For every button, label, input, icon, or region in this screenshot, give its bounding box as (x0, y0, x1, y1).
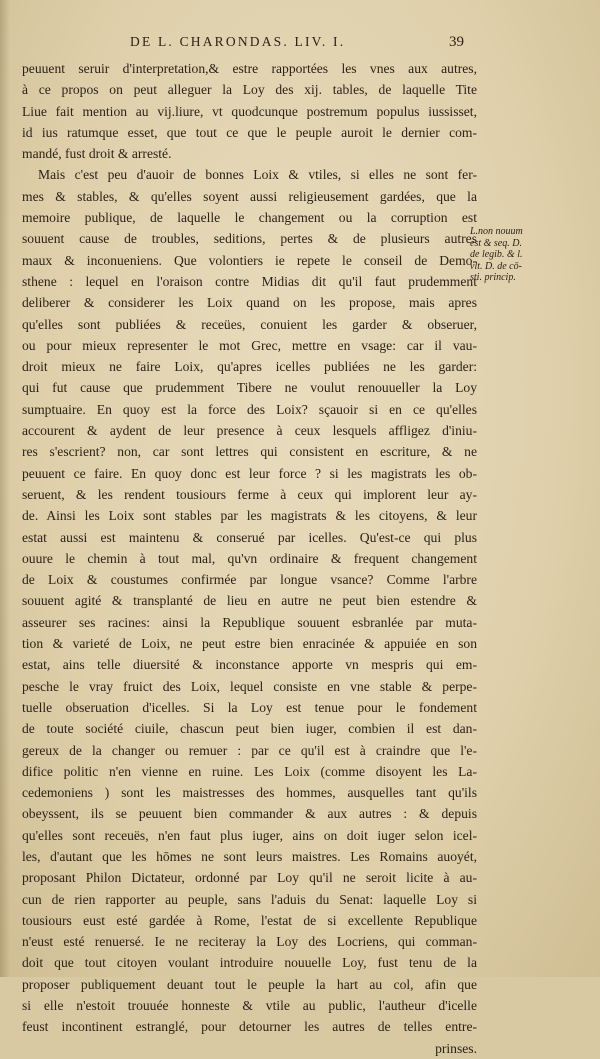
text-line: sumptuaire. En quoy est la force des Loix? sçauoir si en ce qu'elles (22, 401, 477, 417)
text-line: prinses. (435, 1040, 477, 1056)
text-line: peuuent ce faire. En quoy donc est leur force ? si les magistrats les ob- (22, 465, 477, 481)
text-line: tion & varieté de Loix, ne peut estre bien enracinée & appuiée en son (22, 636, 477, 652)
text-line: ou pour mieux representer le mot Grec, mettre en vsage: car il vau- (22, 337, 477, 353)
text-line: les, d'autant que les hōmes ne sont leurs maistres. Les Romains auoyét, (22, 848, 477, 864)
margin-note-line: L.non nouum (470, 226, 523, 237)
text-line: proposer publiquement deuant tout le peuple la hart au col, afin que (22, 976, 477, 992)
text-line: qui fut cause que prudemment Tibere ne voulut renouueller la Loy (22, 380, 477, 396)
text-line: accourent & aydent de leur presence à ceux lesquels affligez d'iniu- (22, 423, 477, 439)
text-line: souuent agité & transplanté de lieu en autre ne peut bien estendre & (22, 593, 477, 609)
text-line: Liue fait mention au vij.liure, vt quodcunque postremum populus iussisset, (22, 103, 477, 119)
margin-note-line: vlt. D. de cō- (470, 260, 522, 272)
text-line: Mais c'est peu d'auoir de bonnes Loix & vtiles, si elles ne sont fer- (38, 167, 477, 183)
text-line: sthene : lequel en l'oraison contre Midias dit qu'il faut prudemment (22, 273, 477, 289)
text-line: n'eust esté renuersé. Ie ne reciteray la Loy des Locriens, qui comman- (22, 934, 477, 950)
text-line: cedemoniens ) sont les maistresses des hommes, ausquelles tant qu'ils (22, 785, 477, 801)
text-line: si elle n'estoit trouuée honneste & vtile au public, l'autheur d'icelle (22, 998, 477, 1014)
text-line: deliberer & considerer les Loix quand on les propose, mais apres (22, 295, 477, 311)
text-line: maux & inconueniens. Que volontiers ie repete le conseil de Demo- (22, 252, 477, 268)
text-line: obeyssent, ils se peuuent bien commander & aux autres : & depuis (22, 806, 477, 822)
text-line: droit mieux ne faire Loix, qu'apres icelles publiées ne les garder: (22, 359, 477, 375)
text-line: mandé, fust droit & arresté. (22, 146, 172, 162)
text-line: de toute société ciuile, chascun peut bien iuger, combien il est dan- (22, 721, 477, 737)
margin-note-line: est & seq. D. (470, 237, 522, 249)
text-line: tousiours eust esté gardée à Rome, l'estat de si excellente Republique (22, 912, 477, 928)
text-line: qu'elles sont publiées & receües, conuient les garder & obseruer, (22, 316, 477, 332)
text-line: tuelle obseruation d'icelles. Si la Loy est tenue pour le fondement (22, 699, 477, 715)
text-line: cun de rien rapporter au peuple, sans l'aduis du Senat: laquelle Loy si (22, 891, 477, 907)
page-header (0, 34, 600, 54)
margin-note-line: sti. princip. (470, 272, 516, 283)
text-line: doit que tout citoyen voulant introduire nouuelle Loy, fust tenu de la (22, 955, 477, 971)
text-line: gereux de la changer ou remuer : par ce qu'il est à craindre que l'e- (22, 742, 477, 758)
text-line: estat aussi est maintenu & conserué par icelles. Qu'est-ce qui plus (22, 529, 477, 545)
text-line: memoire publique, de laquelle le changement ou la corruption est (22, 210, 477, 226)
margin-citation (470, 226, 580, 284)
text-line: id ius ratumque esset, que tout ce que le peuple auroit le dernier com- (22, 124, 477, 140)
text-line: estat, ains telle diuersité & inconstance apporte vn mespris qui em- (22, 657, 477, 673)
text-line: proposant Philon Dictateur, ordonné par Loy qu'il ne seroit licite à au- (22, 870, 477, 886)
body-text (22, 58, 477, 1059)
text-line: de Loix & coustumes confirmée par longue vsance? Comme l'arbre (22, 572, 477, 588)
text-line: difice politic n'en vienne en ruine. Les Loix (comme disoyent les La- (22, 763, 477, 779)
text-line: peuuent seruir d'interpretation,& estre rapportées les vnes aux autres, (22, 61, 477, 76)
text-line: asseurer ses racines: ainsi la Republique souuent esbranlée par muta- (22, 614, 477, 630)
text-line: res s'escrient? non, car sont lettres qui consistent en escriture, & ne (22, 444, 477, 460)
text-line: seruent, & les rendent tousiours ferme à ceux qui implorent leur ay- (22, 486, 477, 502)
text-line: mes & stables, & qu'elles soyent aussi religieusement gardées, que la (22, 188, 477, 204)
text-line: pesche le vray fruict des Loix, lequel consiste en vne stable & perpe- (22, 678, 477, 694)
text-line: feust incontinent estranglé, pour detourner les autres de telles entre- (22, 1019, 477, 1035)
text-line: à ce propos on peut alleguer la Loy des xij. tables, de laquelle Tite (22, 82, 477, 98)
text-line: ouure le chemin à tout mal, qu'vn ordinaire & frequent changement (22, 550, 477, 566)
gutter-shadow (0, 0, 10, 977)
margin-note-line: de legib. & l. (470, 249, 523, 260)
running-title: DE L. CHARONDAS. LIV. I. (130, 34, 346, 49)
text-line: qu'elles sont receuës, n'en faut plus iuger, ains on doit iuger selon icel- (22, 827, 477, 843)
page-number: 39 (449, 34, 464, 50)
text-line: de. Ainsi les Loix sont stables par les magistrats & les citoyens, & leur (22, 508, 477, 524)
text-line: souuent cause de troubles, seditions, pertes & de plusieurs autres (22, 231, 477, 247)
